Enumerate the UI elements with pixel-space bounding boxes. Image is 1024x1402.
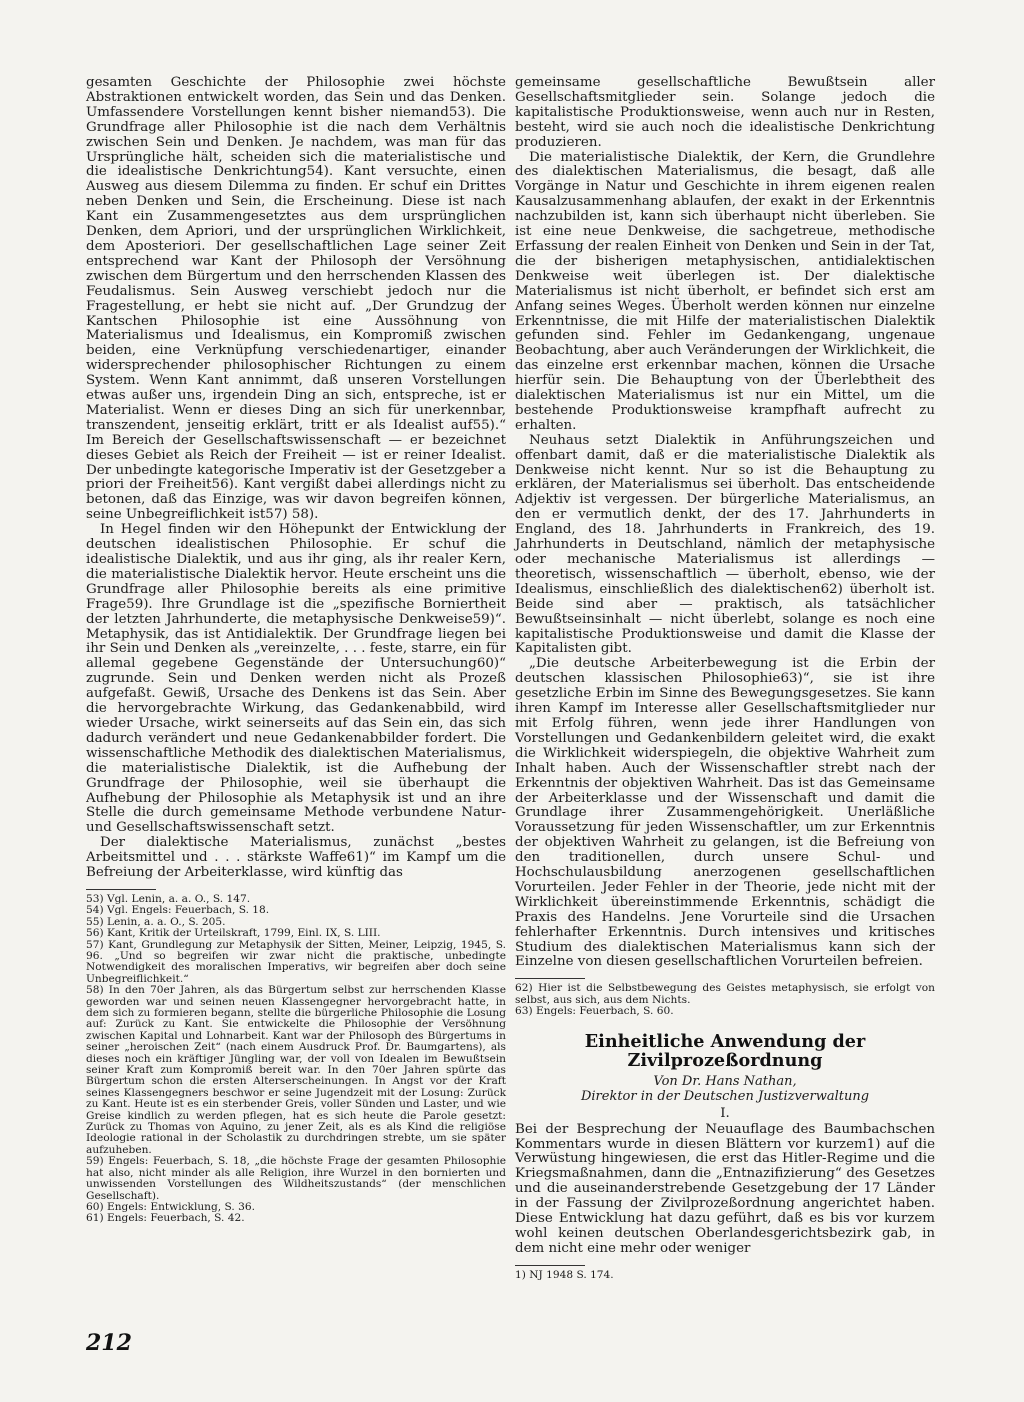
- footnote: 60) Engels: Entwicklung, S. 36.: [86, 1200, 255, 1213]
- left-body-text: [86, 76, 506, 881]
- footnote: 57) Kant, Grundlegung zur Metaphysik der Sitten, Meiner, Leipzig, 1945, S. 96. „Und so begreifen wir zwar nicht die praktische, unbedingte Notwendigkeit des moralischen Imperativs, wir begreifen aber doch seine Unbegreiflichkeit.“: [86, 938, 506, 985]
- footnote: 55) Lenin, a. a. O., S. 205.: [86, 915, 226, 928]
- article-author: Von Dr. Hans Nathan,: [653, 1073, 797, 1089]
- right-column: [515, 76, 935, 1281]
- section-number: I.: [720, 1105, 730, 1121]
- footnote: 53) Vgl. Lenin, a. a. O., S. 147.: [86, 892, 251, 905]
- paragraph: Der dialektische Materialismus, zunächst „bestes Arbeitsmittel und . . . stärkste Waffe61)“ im Kampf um die Befreiung der Arbeiterklasse, wird künftig das: [86, 835, 506, 881]
- paragraph: gemeinsame gesellschaftliche Bewußtsein aller Gesellschaftsmitglieder sein. Solange jedoch die kapitalistische Produktionsweise, wenn auch nur in Resten, besteht, wird sie auch noch die idealistische Denkrichtung produzieren.: [515, 75, 935, 150]
- left-column: [86, 76, 506, 1225]
- footnote: 1) NJ 1948 S. 174.: [515, 1268, 614, 1281]
- paragraph: gesamten Geschichte der Philosophie zwei höchste Abstraktionen entwickelt worden, das Sein und das Denken. Umfassendere Vorstellungen kennt bisher niemand53). Die Grundfrage aller Philosophie ist die nach dem Verhältnis zwischen Sein und Denken. Je nachdem, was man für das Ursprüngliche hält, scheiden sich die materialistische und die idealistische Denkrichtung54). Kant versuchte, einen Ausweg aus diesem Dilemma zu finden. Er schuf ein Drittes neben Denken und Sein, die Erscheinung. Diese ist nach Kant ein Zusammengesetztes aus dem ursprünglichen Denken, dem Apriori, und der ursprünglichen Wirklichkeit, dem Aposteriori. Der gesellschaftlichen Lage seiner Zeit entsprechend war Kant der Philosoph der Versöhnung zwischen dem Bürgertum und den herrschenden Klassen des Feudalismus. Sein Ausweg verschiebt jedoch nur die Fragestellung, er hebt sie nicht auf. „Der Grundzug der Kantschen Philosophie ist eine Aussöhnung von Materialismus und Idealismus, ein Kompromiß zwischen beiden, eine Verknüpfung verschiedenartiger, einander widersprechender philosophischer Richtungen zu einem System. Wenn Kant annimmt, daß unseren Vorstellungen etwas außer uns, irgendein Ding an sich, entspreche, ist er Materialist. Wenn er dieses Ding an sich für unerkennbar, transzendent, jenseitig erklärt, tritt er als Idealist auf55).“ Im Bereich der Gesellschaftswissenschaft — er bezeichnet dieses Gebiet als Reich der Freiheit — ist er reiner Idealist. Der unbedingte kategorische Imperativ ist der Gesetzgeber a priori der Freiheit56). Kant vergißt dabei allerdings nicht zu betonen, daß das Einzige, was wir davon begreifen können, seine Unbegreiflichkeit ist57) 58).: [86, 75, 506, 523]
- right-body-text: [515, 76, 935, 970]
- footnote-divider: [515, 1265, 585, 1266]
- footnote-divider: [515, 978, 585, 979]
- paragraph: Neuhaus setzt Dialektik in Anführungszeichen und offenbart damit, daß er die materialistische Dialektik als Denkweise nicht kennt. Nur so ist die Behauptung zu erklären, der Materialismus sei überholt. Das entscheidende Adjektiv ist vergessen. Der bürgerliche Materialismus, an den er vermutlich denkt, der des 17. Jahrhunderts in England, des 18. Jahrhunderts in Frankreich, des 19. Jahrhunderts in Deutschland, nämlich der metaphysische oder mechanische Materialismus ist allerdings — theoretisch, wissenschaftlich — überholt, ebenso, wie der Idealismus, einschließlich des dialektischen62) überholt ist. Beide sind aber — praktisch, als tatsächlicher Bewußtseinsinhalt — nicht überlebt, solange es noch eine kapitalistische Produktionsweise und damit die Klasse der Kapitalisten gibt.: [515, 432, 935, 657]
- footnote: 61) Engels: Feuerbach, S. 42.: [86, 1212, 245, 1225]
- footnote: 56) Kant, Kritik der Urteilskraft, 1799, Einl. IX, S. LIII.: [86, 927, 381, 940]
- right-footnotes: [515, 983, 935, 1017]
- footnote: 59) Engels: Feuerbach, S. 18, „die höchste Frage der gesamten Philosophie hat also, nicht minder als alle Religion, ihre Wurzel in den bornierten und unwissenden Vorstellungen des Wildheitszustands“ (der menschlichen Gesellschaft).: [86, 1155, 506, 1202]
- paragraph: Die materialistische Dialektik, der Kern, die Grundlehre des dialektischen Materialismus, die besagt, daß alle Vorgänge in Natur und Geschichte in ihrem eigenen realen Kausalzusammenhang ablaufen, der exakt in der Erkenntnis nachzubilden ist, kann sich überhaupt nicht überleben. Sie ist eine neue Denkweise, die sachgetreue, methodische Erfassung der realen Einheit von Denken und Sein in der Tat, die der bisherigen metaphysischen, antidialektischen Denkweise weit überlegen ist. Der dialektische Materialismus ist nicht überholt, er befindet sich erst am Anfang seines Weges. Überholt werden können nur einzelne Erkenntnisse, die mit Hilfe der materialistischen Dialektik gefunden sind. Fehler im Gedankengang, ungenaue Beobachtung, aber auch Veränderungen der Wirklichkeit, die das einzelne erst erkennbar machen, können die Ursache hierfür sein. Die Behauptung von der Überlebtheit des dialektischen Materialismus ist nur ein Mittel, um die bestehende Produktionsweise krampfhaft aufrecht zu erhalten.: [515, 149, 935, 433]
- footnote: 54) Vgl. Engels: Feuerbach, S. 18.: [86, 904, 270, 917]
- paragraph: „Die deutsche Arbeiterbewegung ist die Erbin der deutschen klassischen Philosophie63)“, sie ist ihre gesetzliche Erbin im Sinne des Bewegungsgesetzes. Sie kann ihren Kampf im Interesse aller Gesellschaftsmitglieder nur mit Erfolg führen, wenn jede ihrer Handlungen von Vorstellungen und Gedankenbildern geleitet wird, die exakt die Wirklichkeit widerspiegeln, die objektive Wahrheit zum Inhalt haben. Auch der Wissenschaftler strebt nach der Erkenntnis der objektiven Wahrheit. Das ist das Gemeinsame der Arbeiterklasse und der Wissenschaft und damit die Grundlage ihrer Zusammengehörigkeit. Unerläßliche Voraussetzung für jeden Wissenschaftler, um zur Erkenntnis der objektiven Wahrheit zu gelangen, ist die Befreiung von den traditionellen, durch unsere Schul- und Hochschulausbildung anerzogenen gesellschaftlichen Vorurteilen. Jeder Fehler in der Theorie, jede nicht mit der Wirklichkeit übereinstimmende Erkenntnis, schädigt die Praxis des Handelns. Jene Vorurteile sind die Ursachen fehlerhafter Erkenntnis. Durch intensives und kritisches Studium des dialektischen Materialismus kann sich der Einzelne von diesen gesellschaftlichen Vorurteilen befreien.: [515, 656, 935, 970]
- paragraph: In Hegel finden wir den Höhepunkt der Entwicklung der deutschen idealistischen Philosophie. Er schuf die idealistische Dialektik, und aus ihr ging, als ihr realer Kern, die materialistische Dialektik hervor. Heute erscheint uns die Grundfrage aller Philosophie bereits als eine primitive Frage59). Ihre Grundlage ist die „spezifische Borniertheit der letzten Jahrhunderte, die metaphysische Denkweise59)“. Metaphysik, das ist Antidialektik. Der Grundfrage liegen bei ihr Sein und Denken als „vereinzelte, . . . feste, starre, ein für allemal gegebene Gegenstände der Untersuchung60)“ zugrunde. Sein und Denken werden nicht als Prozeß aufgefaßt. Gewiß, Ursache des Denkens ist das Sein. Aber die hervorgebrachte Wirkung, das Gedankenabbild, wird wieder Ursache, wirkt seinerseits auf das Sein ein, das sich dadurch verändert und neue Gedankenabbilder fordert. Die wissenschaftliche Methodik des dialektischen Materialismus, die materialistische Dialektik, ist die Aufhebung der Grundfrage der Philosophie, weil sie überhaupt die Aufhebung der Philosophie als Metaphysik ist und an ihre Stelle die durch gemeinsame Methode verbundene Natur- und Gesellschaftswissenschaft setzt.: [86, 522, 506, 836]
- article-title: Einheitliche Anwendung der Zivilprozeßordnung: [584, 1030, 866, 1071]
- paragraph: Bei der Besprechung der Neuauflage des Baumbachschen Kommentars wurde in diesen Blättern vor kurzem1) auf die Verwüstung hingewiesen, die erst das Hitler-Regime und die Kriegsmaßnahmen, dann die „Entnazifizierung“ des Gesetzes und die auseinanderstrebende Gesetzgebung der 17 Länder in der Fassung der Zivilprozeßordnung angerichtet haben. Diese Entwicklung hat dazu geführt, daß es bis vor kurzem wohl keinen deutschen Oberlandesgerichtsbezirk gab, in dem nicht eine mehr oder weniger: [515, 1121, 935, 1256]
- footnote: 58) In den 70er Jahren, als das Bürgertum selbst zur herrschenden Klasse geworden war und seinen neuen Klassengegner hervorgebracht hatte, in dem sich zu formieren begann, stellte die bürgerliche Philosophie die Losung auf: Zurück zu Kant. Sie entwickelte die Philosophie der Versöhnung zwischen Kapital und Lohnarbeit. Kant war der Philosoph des Bürgertums in seiner „heroischen Zeit“ (nach einem Ausdruck Prof. Dr. Baumgartens), als dieses noch ein kräftiger Jüngling war, der voll von Idealen im Bewußtsein seiner Kraft zum Kompromiß bereit war. In den 70er Jahren spürte das Bürgertum schon die ersten Alterserscheinungen. In Angst vor der Kraft seines Klassengegners beschwor er seine Jugendzeit mit der Losung: Zurück zu Kant. Heute ist es ein sterbender Greis, voller Sünden und Laster, und wie Greise kindlich zu werden pflegen, hat es sich heute die Parole gesetzt: Zurück zu Thomas von Aquino, zu jener Zeit, als es als Kind die religiöse Ideologie rational in der Scholastik zu durchdringen strebte, um sie später aufzuheben.: [86, 984, 506, 1156]
- article-author-position: Direktor in der Deutschen Justizverwaltung: [580, 1088, 870, 1104]
- article-start: [515, 1032, 935, 1282]
- footnote: 63) Engels: Feuerbach, S. 60.: [515, 1005, 674, 1018]
- footnote: 62) Hier ist die Selbstbewegung des Geistes metaphysisch, sie erfolgt von selbst, aus sich, aus dem Nichts.: [515, 982, 935, 1006]
- page-number: 212: [86, 1330, 132, 1356]
- footnote-divider: [86, 889, 156, 890]
- left-footnotes: [86, 894, 506, 1225]
